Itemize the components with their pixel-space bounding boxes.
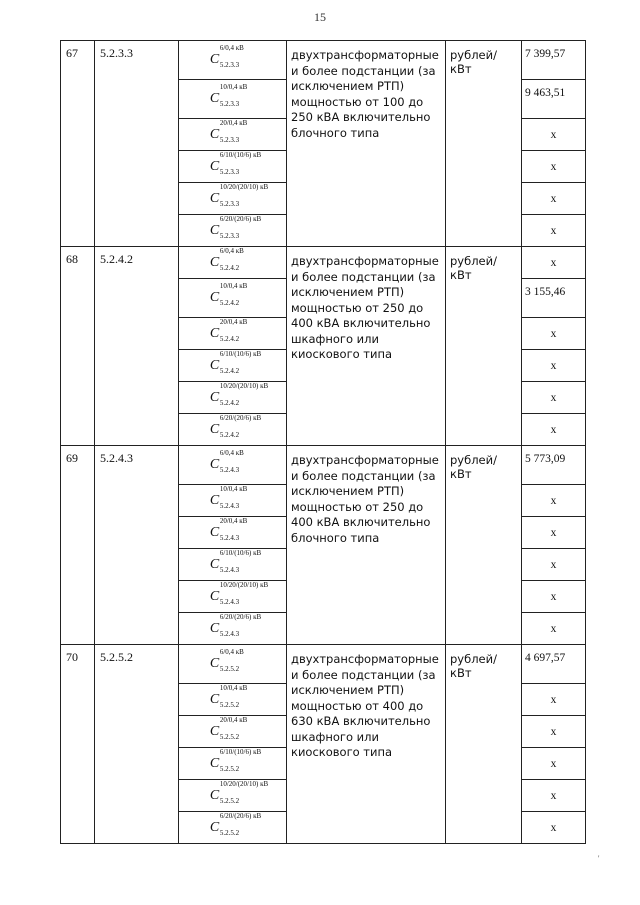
rate-symbol-superscript: 6/20/(20/6) кВ	[219, 612, 262, 621]
row-code: 5.2.4.3	[95, 446, 179, 645]
rate-symbol-superscript: 20/0,4 кВ	[219, 715, 248, 724]
rate-symbol	[179, 382, 287, 414]
rate-symbol	[179, 645, 287, 684]
rate-symbol-formula	[209, 349, 262, 380]
rate-symbol	[179, 279, 287, 318]
table-row	[61, 446, 586, 485]
rate-symbol-formula	[210, 451, 255, 479]
rate-symbol	[179, 318, 287, 350]
rate-symbol	[179, 446, 287, 485]
rate-value: х	[522, 247, 586, 279]
rate-symbol-formula	[209, 118, 255, 149]
row-description: двухтрансформаторные и более подстанции (за исключением РТП) мощностью от 250 до 400 кВА включительно шкафного или киоскового типа	[287, 247, 446, 446]
rate-symbol-subscript: 5.2.5.2	[219, 732, 240, 741]
rate-symbol-letter: C	[209, 254, 220, 270]
rate-symbol-formula	[209, 214, 262, 245]
rate-value: х	[522, 748, 586, 780]
rate-symbol-superscript: 10/20/(20/10) кВ	[219, 182, 269, 191]
rate-symbol-superscript: 10/0,4 кВ	[219, 484, 248, 493]
rate-symbol-formula	[209, 779, 269, 810]
rate-symbol-subscript: 5.2.3.3	[219, 231, 240, 240]
row-number: 68	[61, 247, 95, 446]
rate-symbol-formula	[210, 284, 255, 312]
rate-symbol	[179, 151, 287, 183]
rate-symbol	[179, 414, 287, 446]
rate-value: х	[522, 119, 586, 151]
rate-symbol-superscript: 6/20/(20/6) кВ	[219, 214, 262, 223]
rate-symbol-letter: C	[209, 492, 220, 508]
rate-symbol-superscript: 10/0,4 кВ	[219, 683, 248, 692]
rate-value: 7 399,57	[522, 41, 586, 80]
row-unit: рублей/кВт	[446, 247, 522, 446]
rate-value: х	[522, 215, 586, 247]
rate-symbol-letter: C	[209, 524, 220, 540]
rate-symbol-superscript: 20/0,4 кВ	[219, 516, 248, 525]
rate-symbol-formula	[210, 46, 255, 74]
rate-symbol-letter: C	[209, 620, 220, 636]
rate-symbol	[179, 613, 287, 645]
rate-symbol-superscript: 6/0,4 кВ	[219, 44, 244, 52]
rate-value: х	[522, 684, 586, 716]
rate-symbol-superscript: 10/0,4 кВ	[219, 83, 248, 91]
rate-symbol-letter: C	[209, 787, 220, 803]
row-unit: рублей/кВт	[446, 446, 522, 645]
rate-value: х	[522, 485, 586, 517]
rate-symbol	[179, 350, 287, 382]
row-number: 67	[61, 41, 95, 247]
rate-value: х	[522, 183, 586, 215]
rate-symbol-superscript: 6/0,4 кВ	[219, 246, 244, 255]
page-number: 15	[314, 10, 326, 24]
rate-symbol-formula	[209, 612, 262, 643]
rate-symbol-subscript: 5.2.3.3	[219, 167, 240, 176]
rate-symbol-superscript: 6/0,4 кВ	[219, 648, 244, 656]
rate-symbol	[179, 41, 287, 80]
rate-symbol-letter: C	[209, 126, 220, 142]
row-unit: рублей/кВт	[446, 41, 522, 247]
rate-symbol-subscript: 5.2.3.3	[219, 135, 240, 144]
row-code: 5.2.3.3	[95, 41, 179, 247]
rate-symbol-subscript: 5.2.4.2	[219, 430, 240, 439]
rate-symbol-subscript: 5.2.4.2	[219, 334, 240, 343]
rate-symbol	[179, 80, 287, 119]
table-row	[61, 247, 586, 279]
rate-symbol	[179, 812, 287, 844]
row-number: 70	[61, 645, 95, 844]
rate-symbol-formula	[209, 413, 262, 444]
rate-symbol-letter: C	[209, 52, 220, 67]
row-unit: рублей/кВт	[446, 645, 522, 844]
rate-symbol-subscript: 5.2.4.3	[219, 466, 240, 474]
rate-symbol-superscript: 6/20/(20/6) кВ	[219, 811, 262, 820]
rate-symbol	[179, 581, 287, 613]
rate-symbol-superscript: 6/20/(20/6) кВ	[219, 413, 262, 422]
rate-value: х	[522, 382, 586, 414]
tariff-table	[60, 40, 586, 844]
rate-symbol-letter: C	[209, 290, 220, 305]
rate-symbol-formula	[209, 381, 269, 412]
table-row	[61, 645, 586, 684]
rate-symbol-formula	[209, 182, 269, 213]
rate-value: 4 697,57	[522, 645, 586, 684]
rate-symbol-subscript: 5.2.4.3	[219, 565, 240, 574]
rate-symbol-formula	[209, 150, 262, 181]
rate-symbol-formula	[209, 484, 255, 515]
rate-symbol-formula	[209, 548, 262, 579]
rate-symbol-letter: C	[209, 819, 220, 835]
rate-symbol-formula	[209, 747, 262, 778]
rate-symbol-formula	[209, 317, 255, 348]
rate-value: 9 463,51	[522, 80, 586, 119]
rate-symbol-subscript: 5.2.5.2	[219, 665, 240, 673]
rate-symbol-letter: C	[209, 91, 220, 106]
row-description: двухтрансформаторные и более подстанции (за исключением РТП) мощностью от 400 до 630 кВА включительно шкафного или киоскового типа	[287, 645, 446, 844]
rate-symbol-superscript: 20/0,4 кВ	[219, 118, 248, 127]
rate-symbol-letter: C	[209, 421, 220, 437]
rate-symbol-formula	[210, 85, 255, 113]
rate-symbol-letter: C	[209, 656, 220, 671]
rate-symbol-letter: C	[209, 691, 220, 707]
rate-symbol-superscript: 6/10/(10/6) кВ	[219, 349, 262, 358]
rate-symbol-subscript: 5.2.4.3	[219, 501, 240, 510]
rate-symbol-subscript: 5.2.4.2	[219, 299, 240, 307]
rate-symbol-superscript: 10/20/(20/10) кВ	[219, 580, 269, 589]
row-description: двухтрансформаторные и более подстанции (за исключением РТП) мощностью от 250 до 400 кВА включительно блочного типа	[287, 446, 446, 645]
rate-value: 5 773,09	[522, 446, 586, 485]
rate-symbol-superscript: 6/10/(10/6) кВ	[219, 548, 262, 557]
row-code: 5.2.4.2	[95, 247, 179, 446]
rate-symbol-formula	[209, 683, 255, 714]
rate-symbol-subscript: 5.2.4.3	[219, 629, 240, 638]
rate-value: х	[522, 780, 586, 812]
rate-symbol-letter: C	[209, 588, 220, 604]
rate-value: х	[522, 581, 586, 613]
rate-symbol-subscript: 5.2.3.3	[219, 100, 240, 108]
rate-symbol-subscript: 5.2.4.2	[219, 263, 240, 272]
rate-symbol-letter: C	[209, 389, 220, 405]
rate-symbol-letter: C	[209, 556, 220, 572]
rate-symbol-letter: C	[209, 457, 220, 472]
rate-value: х	[522, 517, 586, 549]
rate-symbol-superscript: 6/10/(10/6) кВ	[219, 747, 262, 756]
rate-symbol-superscript: 10/0,4 кВ	[219, 282, 248, 290]
rate-symbol-letter: C	[209, 325, 220, 341]
rate-value: х	[522, 318, 586, 350]
rate-symbol-formula	[209, 516, 255, 547]
corner-mark: '	[598, 854, 600, 863]
rate-symbol	[179, 247, 287, 279]
rate-symbol-subscript: 5.2.3.3	[219, 61, 240, 69]
rate-value: х	[522, 414, 586, 446]
rate-value: х	[522, 812, 586, 844]
rate-symbol-letter: C	[209, 190, 220, 206]
rate-symbol	[179, 183, 287, 215]
rate-symbol-subscript: 5.2.4.3	[219, 597, 240, 606]
rate-value: х	[522, 716, 586, 748]
rate-value: х	[522, 350, 586, 382]
rate-symbol-letter: C	[209, 755, 220, 771]
rate-symbol-formula	[209, 246, 255, 277]
rate-symbol-letter: C	[209, 357, 220, 373]
rate-symbol-letter: C	[209, 222, 220, 238]
rate-symbol-formula	[209, 811, 262, 842]
rate-symbol-letter: C	[209, 158, 220, 174]
rate-symbol	[179, 119, 287, 151]
rate-symbol-superscript: 10/20/(20/10) кВ	[219, 381, 269, 390]
table-row	[61, 41, 586, 80]
rate-value: 3 155,46	[522, 279, 586, 318]
rate-symbol-subscript: 5.2.4.2	[219, 366, 240, 375]
rate-symbol-formula	[209, 580, 269, 611]
rate-symbol-letter: C	[209, 723, 220, 739]
rate-value: х	[522, 549, 586, 581]
rate-symbol-formula	[209, 715, 255, 746]
rate-symbol-superscript: 20/0,4 кВ	[219, 317, 248, 326]
rate-symbol-subscript: 5.2.5.2	[219, 828, 240, 837]
rate-symbol-superscript: 6/10/(10/6) кВ	[219, 150, 262, 159]
rate-symbol-superscript: 6/0,4 кВ	[219, 449, 244, 457]
row-number: 69	[61, 446, 95, 645]
rate-symbol-formula	[210, 650, 255, 678]
rate-value: х	[522, 151, 586, 183]
rate-symbol	[179, 485, 287, 517]
rate-symbol-subscript: 5.2.4.2	[219, 398, 240, 407]
row-code: 5.2.5.2	[95, 645, 179, 844]
rate-symbol	[179, 780, 287, 812]
rate-symbol-subscript: 5.2.3.3	[219, 199, 240, 208]
rate-symbol	[179, 549, 287, 581]
rate-symbol	[179, 684, 287, 716]
rate-symbol-subscript: 5.2.5.2	[219, 764, 240, 773]
rate-symbol-subscript: 5.2.5.2	[219, 796, 240, 805]
rate-value: х	[522, 613, 586, 645]
rate-symbol	[179, 517, 287, 549]
rate-symbol-subscript: 5.2.4.3	[219, 533, 240, 542]
rate-symbol-superscript: 10/20/(20/10) кВ	[219, 779, 269, 788]
rate-symbol	[179, 748, 287, 780]
row-description: двухтрансформаторные и более подстанции (за исключением РТП) мощностью от 100 до 250 кВА включительно блочного типа	[287, 41, 446, 247]
rate-symbol	[179, 716, 287, 748]
rate-symbol	[179, 215, 287, 247]
rate-symbol-subscript: 5.2.5.2	[219, 700, 240, 709]
